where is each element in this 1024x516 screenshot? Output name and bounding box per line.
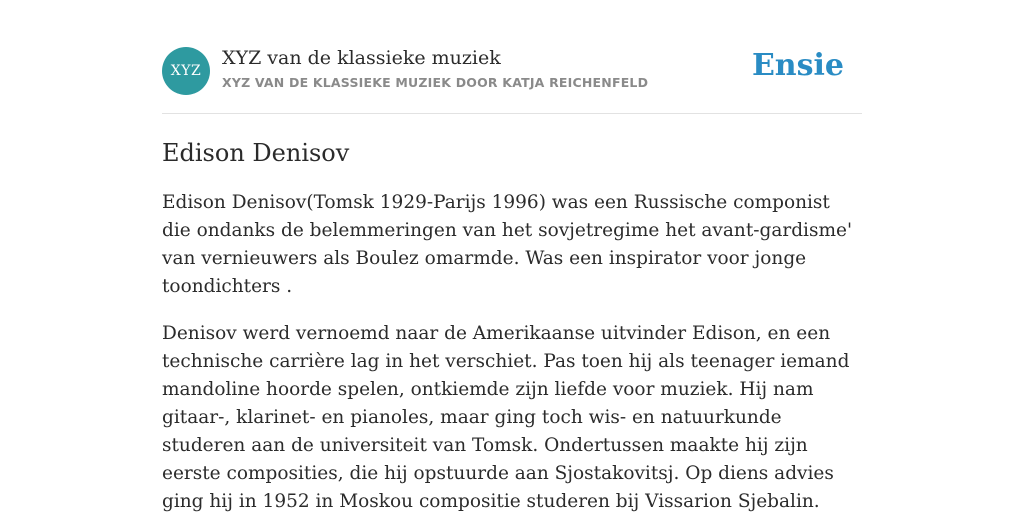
entry-paragraph-2: Denisov werd vernoemd naar de Amerikaanse uitvinder Edison, en een technische carrière lag in het verschiet. Pas toen hij als teenager iemand mandoline hoorde spelen, ontkiemde zijn liefde voor muziek. Hij nam gitaar-, klarinet- en pianoles, maar ging toch wis- en natuurkunde studeren aan de universiteit van Tomsk. Ondertussen maakte hij zijn eerste composities, die hij opstuurde aan Sjostakovitsj. Op diens advies ging hij in 1952 in Moskou compositie studeren bij Vissarion Sjebalin. [162,323,850,512]
entry-title: Edison Denisov [162,139,350,167]
dictionary-avatar[interactable]: XYZ [162,47,210,95]
dictionary-title-link[interactable]: XYZ van de klassieke muziek [222,47,501,69]
page [162,0,862,516]
entry-paragraph-1: Edison Denisov(Tomsk 1929-Parijs 1996) was een Russische componist die ondanks de belemmeringen van het sovjetregime het avant-gardisme' van vernieuwers als Boulez omarmde. Was een inspirator voor jonge toondichters . [162,192,853,297]
dictionary-header [162,0,862,114]
dictionary-subtitle: XYZ VAN DE KLASSIEKE MUZIEK DOOR KATJA REICHENFELD [222,75,649,90]
ensie-logo[interactable]: Ensie [751,48,844,83]
